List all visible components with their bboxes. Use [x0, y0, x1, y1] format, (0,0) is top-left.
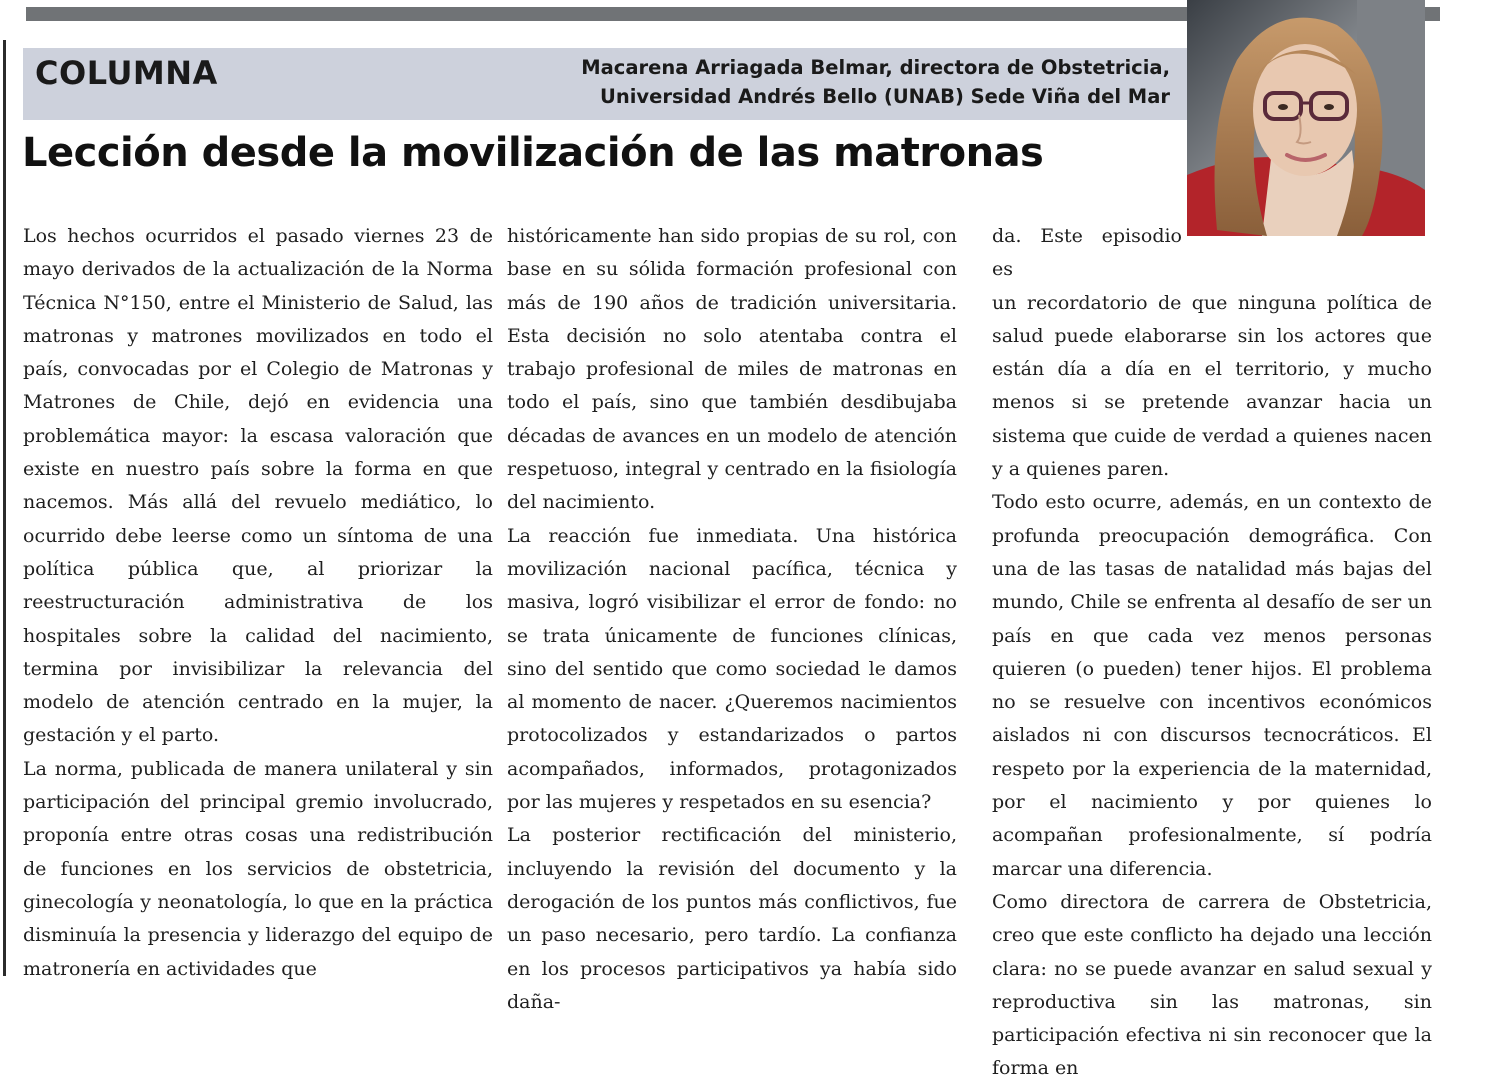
paragraph: Todo esto ocurre, además, en un contexto de profunda preocupación demográfica. Con una de las tasas de natalidad más bajas del mundo, Chile se enfrenta al desafío de ser un país en que cada vez menos personas quieren (o pueden) tener hijos. El problema no se resuelve con incentivos económicos aislados ni con discursos tecnocráticos. El respeto por la experiencia de la maternidad, por el nacimiento y por quienes lo acompañan profesionalmente, sí podría marcar una diferencia. — [992, 491, 1432, 880]
article-column-3 — [992, 220, 1432, 1080]
author-portrait — [1187, 0, 1425, 236]
paragraph: La posterior rectificación del ministerio, incluyendo la revisión del documento y la derogación de los puntos más conflictivos, fue un paso necesario, pero tardío. La confianza en los procesos participativos ya había sido daña- — [507, 824, 957, 1013]
paragraph: La reacción fue inmediata. Una histórica movilización nacional pacífica, técnica y masiva, logró visibilizar el error de fondo: no se trata únicamente de funciones clínicas, sino del sentido que como sociedad le damos al momento de nacer. ¿Queremos nacimientos protocolizados y estandarizados o partos acompañados, informados, protagonizados por las mujeres y respetados en su esencia? — [507, 524, 957, 814]
paragraph: Como directora de carrera de Obstetricia, creo que este conflicto ha dejado una lección clara: no se puede avanzar en salud sexual y reproductiva sin las matronas, sin participación efectiva ni sin reconocer que la forma en — [992, 890, 1432, 1080]
paragraph: da. Este episodio es — [992, 225, 1182, 281]
byline-line-2: Universidad Andrés Bello (UNAB) Sede Viña del Mar — [600, 85, 1170, 108]
paragraph: Los hechos ocurridos el pasado viernes 23 de mayo derivados de la actualización de la Norma Técnica N°150, entre el Ministerio de Salud, las matronas y matrones movilizados en todo el país, convocadas por el Colegio de Matronas y Matrones de Chile, dejó en evidencia una problemática mayor: la escasa valoración que existe en nuestro país sobre la forma en que nacemos. Más allá del revuelo mediático, lo ocurrido debe leerse como un síntoma de una política pública que, al priorizar la reestructuración administrativa de los hospitales sobre la calidad del nacimiento, termina por invisibilizar la relevancia del modelo de atención centrado en la mujer, la gestación y el parto. — [23, 225, 493, 747]
article-headline: Lección desde la movilización de las matronas — [22, 130, 1044, 176]
page-edge — [3, 40, 6, 976]
author-byline — [581, 53, 1170, 111]
paragraph: históricamente han sido propias de su rol, con base en su sólida formación profesional con más de 190 años de tradición universitaria. Esta decisión no solo atentaba contra el trabajo profesional de miles de matronas en todo el país, sino que también desdibujaba décadas de avances en un modelo de atención respetuoso, integral y centrado en la fisiología del nacimiento. — [507, 225, 957, 514]
section-banner — [23, 48, 1188, 120]
section-label: COLUMNA — [35, 54, 218, 92]
paragraph: un recordatorio de que ninguna política de salud puede elaborarse sin los actores que están día a día en el territorio, y mucho menos si se pretende avanzar hacia un sistema que cuide de verdad a quienes nacen y a quienes paren. — [992, 291, 1432, 481]
paragraph: La norma, publicada de manera unilateral y sin participación del principal gremio involucrado, proponía entre otras cosas una redistribución de funciones en los servicios de obstetricia, ginecología y neonatología, lo que en la práctica disminuía la presencia y liderazgo del equipo de matronería en actividades que — [23, 757, 493, 980]
article-column-1 — [23, 220, 493, 988]
article-column-2 — [507, 220, 957, 1013]
byline-line-1: Macarena Arriagada Belmar, directora de Obstetricia, — [581, 56, 1170, 79]
